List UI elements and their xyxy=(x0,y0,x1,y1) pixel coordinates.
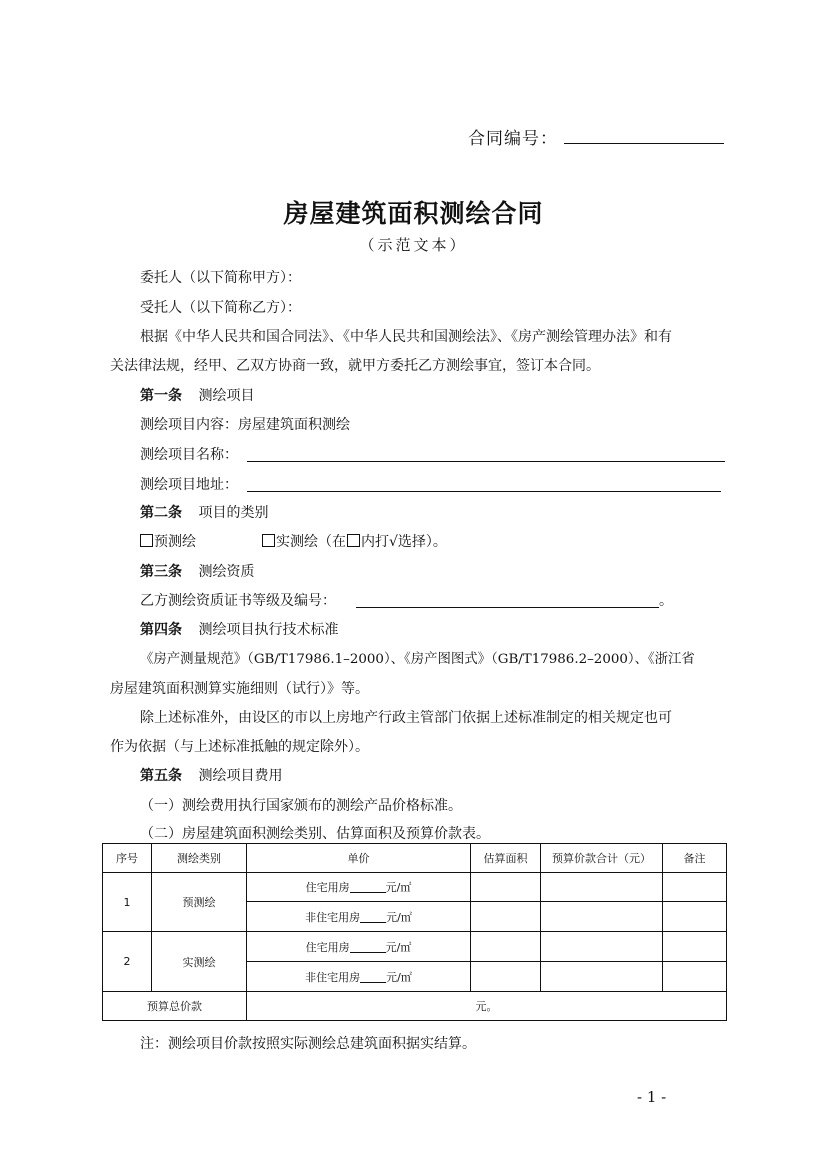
header-budget: 预算价款合计（元） xyxy=(541,844,663,873)
contract-number-field[interactable] xyxy=(564,143,724,144)
row-1a-area[interactable] xyxy=(471,873,541,902)
article-2-heading xyxy=(140,503,268,523)
price-blank[interactable] xyxy=(350,881,386,893)
settlement-note: 注：测绘项目价款按照实际测绘总建筑面积据实结算。 xyxy=(140,1036,476,1052)
row-1-no: 1 xyxy=(103,873,152,932)
row-1a-remark[interactable] xyxy=(663,873,727,902)
article-2-number: 第二条 xyxy=(140,505,182,521)
price-blank[interactable] xyxy=(360,911,386,923)
table-header-row xyxy=(103,844,727,873)
actual-survey-label: 实测绘（在 xyxy=(276,534,346,550)
cert-field[interactable] xyxy=(356,607,659,608)
project-name-label: 测绘项目名称： xyxy=(140,447,238,463)
standards-extra-line-2: 作为依据（与上述标准抵触的规定除外）。 xyxy=(110,739,369,755)
article-4-title: 测绘项目执行技术标准 xyxy=(198,622,339,638)
article-3-title: 测绘资质 xyxy=(198,564,255,580)
header-est-area: 估算面积 xyxy=(471,844,541,873)
page-title: 房屋建筑面积测绘合同 xyxy=(283,199,544,228)
row-1-nonresidential-price[interactable] xyxy=(247,902,471,932)
row-1a-budget[interactable] xyxy=(541,873,663,902)
price-blank[interactable] xyxy=(360,971,386,983)
header-category: 测绘类别 xyxy=(152,844,247,873)
non-residential-label: 非住宅用房 xyxy=(305,970,361,984)
pre-survey-checkbox[interactable] xyxy=(140,534,153,547)
table-total-row xyxy=(103,992,727,1021)
cert-end: 。 xyxy=(659,593,673,609)
article-3-number: 第三条 xyxy=(140,564,182,580)
standards-line-2: 房屋建筑面积测算实施细则（试行）》等。 xyxy=(110,681,369,697)
article-1-heading xyxy=(140,386,254,406)
row-2a-area[interactable] xyxy=(471,932,541,962)
row-2b-area[interactable] xyxy=(471,962,541,992)
page-number: - 1 - xyxy=(637,1088,667,1106)
row-2-nonresidential-price[interactable] xyxy=(247,962,471,992)
project-name-field[interactable] xyxy=(247,461,725,462)
price-blank[interactable] xyxy=(350,941,386,953)
article-4-number: 第四条 xyxy=(140,622,182,638)
cert-label: 乙方测绘资质证书等级及编号： xyxy=(140,593,336,609)
article-1-number: 第一条 xyxy=(140,388,182,404)
unit-label: 元/㎡ xyxy=(385,940,412,954)
row-1b-area[interactable] xyxy=(471,902,541,932)
client-line: 委托人（以下简称甲方）： xyxy=(140,270,301,286)
contract-number-label: 合同编号： xyxy=(468,129,558,149)
check-instruction: 内打√选择）。 xyxy=(361,534,447,550)
fee-item-2: （二）房屋建筑面积测绘类别、估算面积及预算价款表。 xyxy=(140,826,490,842)
project-address-label: 测绘项目地址： xyxy=(140,477,238,493)
actual-survey-checkbox[interactable] xyxy=(262,534,275,547)
unit-label: 元/㎡ xyxy=(386,970,412,984)
unit-label: 元/㎡ xyxy=(385,881,412,894)
row-1-residential-price[interactable] xyxy=(247,873,471,902)
checkbox-example-icon xyxy=(347,534,360,547)
article-3-heading xyxy=(140,562,254,582)
article-4-heading xyxy=(140,620,338,640)
total-label: 预算总价款 xyxy=(103,992,247,1021)
row-1-category: 预测绘 xyxy=(152,873,247,932)
unit-label: 元/㎡ xyxy=(386,910,412,924)
article-5-title: 测绘项目费用 xyxy=(198,768,283,784)
row-2-residential-price[interactable] xyxy=(247,932,471,962)
fee-table xyxy=(102,843,727,1021)
residential-label: 住宅用房 xyxy=(305,940,350,954)
project-content: 测绘项目内容：房屋建筑面积测绘 xyxy=(140,417,350,433)
article-2-title: 项目的类别 xyxy=(198,505,269,521)
contractor-line: 受托人（以下简称乙方）： xyxy=(140,300,301,316)
header-remark: 备注 xyxy=(663,844,727,873)
preamble-line-2: 关法律法规，经甲、乙双方协商一致，就甲方委托乙方测绘事宜，签订本合同。 xyxy=(110,358,600,374)
article-5-number: 第五条 xyxy=(140,768,182,784)
table-row xyxy=(103,873,727,902)
total-value[interactable]: 元。 xyxy=(247,992,727,1021)
fee-item-1: （一）测绘费用执行国家颁布的测绘产品价格标准。 xyxy=(140,798,462,814)
row-2b-budget[interactable] xyxy=(541,962,663,992)
header-no: 序号 xyxy=(103,844,152,873)
row-2a-remark[interactable] xyxy=(663,932,727,962)
row-2a-budget[interactable] xyxy=(541,932,663,962)
residential-label: 住宅用房 xyxy=(305,881,350,894)
category-option-actual[interactable] xyxy=(262,532,447,552)
category-option-pre[interactable] xyxy=(140,532,196,552)
preamble-line-1: 根据《中华人民共和国合同法》、《中华人民共和国测绘法》、《房产测绘管理办法》和有 xyxy=(140,329,672,345)
project-address-field[interactable] xyxy=(247,491,721,492)
row-2-category: 实测绘 xyxy=(152,932,247,992)
article-1-title: 测绘项目 xyxy=(198,388,255,404)
row-1b-remark[interactable] xyxy=(663,902,727,932)
standards-line-1: 《房产测量规范》（GB/T17986.1–2000）、《房产图图式》（GB/T17986.2–2000）、《浙江省 xyxy=(140,652,695,667)
table-row xyxy=(103,932,727,962)
article-5-heading xyxy=(140,766,282,786)
page-subtitle: （示范文本） xyxy=(359,236,468,254)
row-2-no: 2 xyxy=(103,932,152,992)
row-2b-remark[interactable] xyxy=(663,962,727,992)
row-1b-budget[interactable] xyxy=(541,902,663,932)
header-unit-price: 单价 xyxy=(247,844,471,873)
non-residential-label: 非住宅用房 xyxy=(305,910,361,924)
pre-survey-label: 预测绘 xyxy=(154,534,196,550)
standards-extra-line-1: 除上述标准外，由设区的市以上房地产行政主管部门依据上述标准制定的相关规定也可 xyxy=(140,710,672,726)
